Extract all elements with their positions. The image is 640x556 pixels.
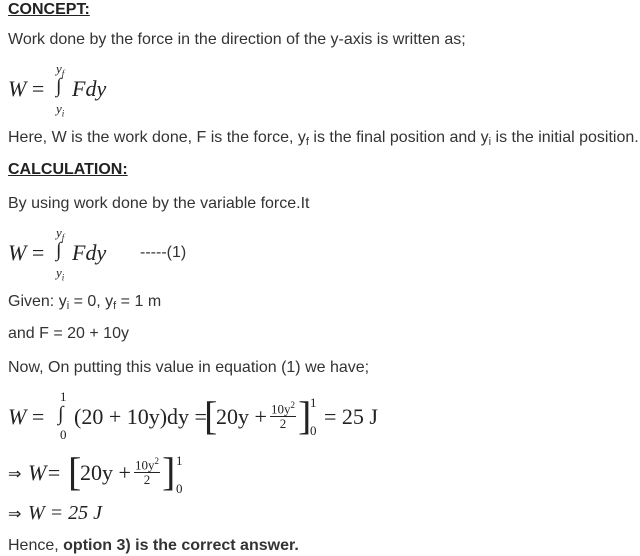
work-formula: [8, 58, 208, 118]
right-bracket: ]: [162, 449, 176, 494]
calculation-intro: By using work done by the variable force.It: [8, 195, 310, 212]
upper-limit: $y_f$: [56, 61, 65, 79]
given-values: Given: $y_i = 0$, $y_f = 1$ m: [8, 293, 162, 312]
right-bracket: ]: [298, 393, 312, 438]
fraction: $\frac{10y^2}{2}$: [271, 400, 295, 432]
lower-limit: 0: [60, 427, 67, 442]
lower-limit: $y_i$: [56, 101, 65, 119]
upper-limit: $y_f$: [56, 225, 65, 243]
equation-reference: -----(1): [140, 244, 187, 261]
formula-lhs: W=: [28, 460, 62, 485]
bracket-upper-limit: 1: [176, 453, 183, 468]
formula-lhs: W =: [8, 240, 45, 265]
formula-lhs: W =: [8, 404, 45, 429]
concept-intro: Work done by the force in the direction of the y-axis is written as;: [8, 31, 466, 48]
left-bracket: [: [68, 449, 82, 494]
result-expression: W = 25 J: [28, 502, 103, 524]
work-formula-ref: [8, 222, 308, 282]
implies-arrow: ⇒: [8, 506, 22, 523]
integrand: (20 + 10y)dy =: [74, 404, 207, 429]
left-bracket: [: [204, 393, 218, 438]
bracket-lower-limit: 0: [310, 423, 317, 438]
lower-limit: $y_i$: [56, 265, 65, 283]
conclusion: Hence, option 3) is the correct answer.: [8, 537, 299, 554]
formula-lhs: W =: [8, 76, 45, 101]
bracket-term: 20y +: [80, 460, 131, 485]
concept-heading: CONCEPT:: [8, 1, 90, 18]
bracket-evaluation: [8, 449, 308, 500]
bracket-lower-limit: 0: [176, 481, 183, 496]
concept-explanation: Here, W is the work done, F is the force, $y_f$ is the final position and $y_i$ is the initial position.: [8, 129, 639, 148]
result: = 25 J: [324, 404, 378, 429]
bracket-upper-limit: 1: [310, 395, 317, 410]
calculation-heading: CALCULATION:: [8, 161, 128, 178]
force-expression: and F = 20 + 10y: [8, 325, 129, 342]
integral-sign: ∫: [56, 75, 62, 97]
upper-limit: 1: [60, 389, 67, 404]
substitution-text: Now, On putting this value in equation (1) we have;: [8, 359, 370, 376]
formula-integrand: Fdy: [72, 240, 107, 265]
fraction: $\frac{10y^2}{2}$: [135, 456, 159, 488]
formula-integrand: Fdy: [72, 76, 107, 101]
integral-sign: ∫: [58, 403, 64, 425]
bracket-term: 20y +: [216, 404, 267, 429]
integral-evaluation: [8, 388, 408, 448]
final-result: [8, 502, 208, 528]
integral-sign: ∫: [56, 239, 62, 261]
implies-arrow: ⇒: [8, 466, 22, 483]
